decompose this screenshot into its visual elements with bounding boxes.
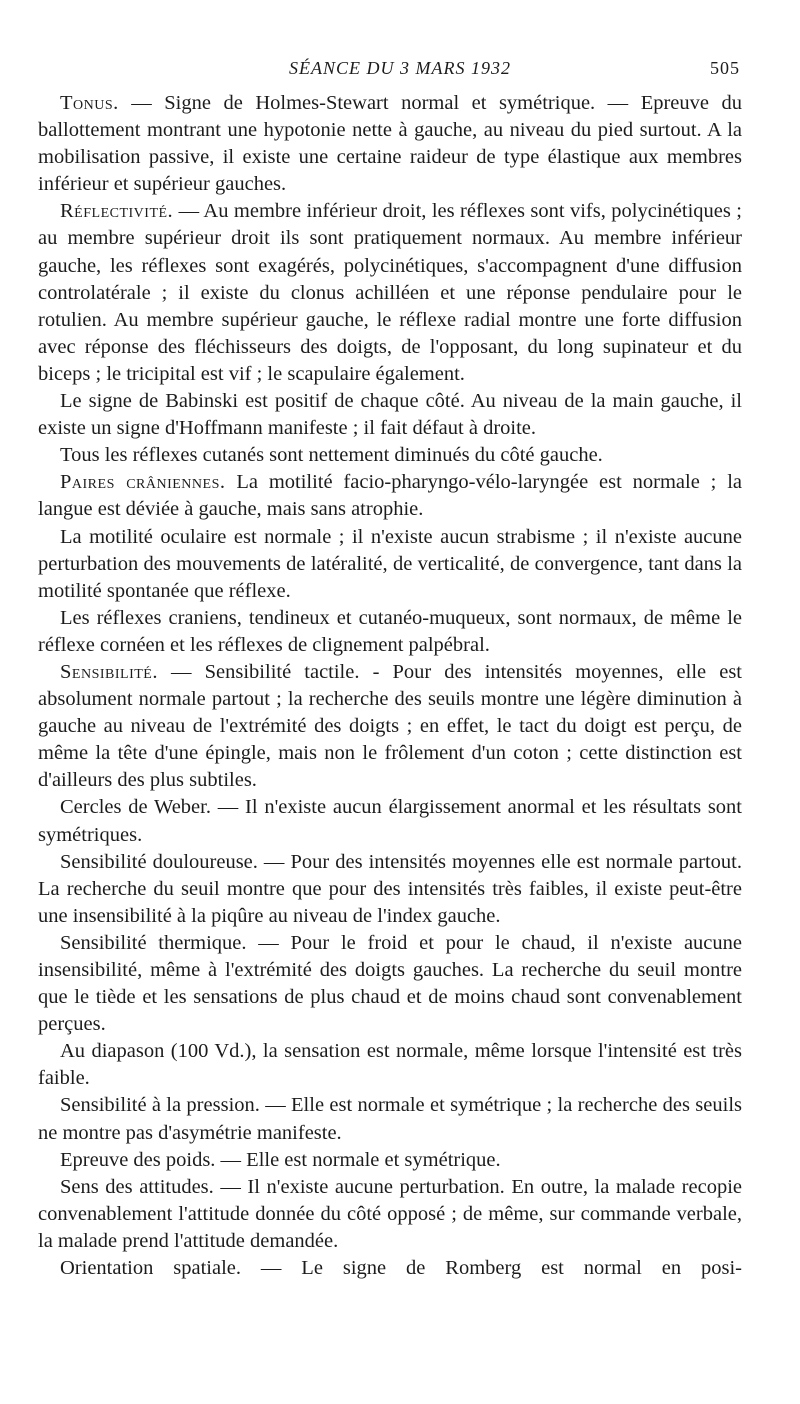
paragraph-text: Au diapason (100 Vd.), la sensation est normale, même lorsque l'intensité est très faible. xyxy=(38,1040,742,1090)
running-title: SÉANCE DU 3 MARS 1932 xyxy=(289,58,511,78)
body-text xyxy=(38,90,742,1282)
paragraph xyxy=(38,1038,742,1092)
paragraph xyxy=(38,605,742,659)
section-lead: Sensibilité. xyxy=(60,660,158,683)
paragraph-text: Sensibilité thermique. — Pour le froid et pour le chaud, il n'existe aucune insensibilité, même à l'extrémité des doigts gauches. La recherche du seuil montre que le tiède et les sensations de plus chaud et de moins chaud sont convenablement perçues. xyxy=(38,931,742,1036)
section-lead: Réflectivité. xyxy=(60,200,174,223)
paragraph-text: Epreuve des poids. — Elle est normale et symétrique. xyxy=(60,1148,501,1171)
section-lead: Paires crâniennes. xyxy=(60,471,226,494)
paragraph xyxy=(38,442,742,469)
page-number: 505 xyxy=(710,58,740,78)
paragraph-text: Sensibilité douloureuse. — Pour des intensités moyennes elle est normale partout. La recherche du seuil montre que pour des intensités très faibles, il existe peut-être une insensibilité à la piqûre au niveau de l'index gauche. xyxy=(38,850,742,927)
paragraph-text: La motilité facio-pharyngo-vélo-laryngée est normale ; la langue est déviée à gauche, mais sans atrophie. xyxy=(38,471,742,521)
paragraph-sensibilite xyxy=(38,659,742,794)
paragraph-text: — Au membre inférieur droit, les réflexes sont vifs, polycinétiques ; au membre supérieur droit ils sont pratiquement normaux. Au membre inférieur gauche, les réflexes sont exagérés, polycinétiques, s'accompagnent d'une diffusion controlatérale ; il existe du clonus achilléen et une réponse pendulaire pour le rotulien. Au membre supérieur gauche, le réflexe radial montre une forte diffusion avec réponse des fléchisseurs des doigts, de l'opposant, du long supinateur et du biceps ; le tricipital est vif ; le scapulaire également. xyxy=(38,200,742,385)
paragraph-text: Orientation spatiale. — Le signe de Romberg est normal en posi- xyxy=(60,1257,742,1280)
paragraph-text: Les réflexes craniens, tendineux et cutanéo-muqueux, sont normaux, de même le réflexe cornéen et les réflexes de clignement palpébral. xyxy=(38,606,742,656)
paragraph-text: — Signe de Holmes-Stewart normal et symétrique. — Epreuve du ballottement montrant une hypotonie nette à gauche, au niveau du pied surtout. A la mobilisation passive, il existe une certaine raideur de type élastique aux membres inférieur et supérieur gauches. xyxy=(38,92,742,196)
section-lead: Tonus. xyxy=(60,92,119,114)
paragraph xyxy=(38,930,742,1038)
paragraph-reflectivite xyxy=(38,198,742,388)
page-header xyxy=(60,58,740,86)
paragraph xyxy=(38,1147,742,1174)
paragraph-text: Tous les réflexes cutanés sont nettement diminués du côté gauche. xyxy=(60,444,603,467)
paragraph-text: Sens des attitudes. — Il n'existe aucune perturbation. En outre, la malade recopie convenablement l'attitude donnée du côté opposé ; de même, sur commande verbale, la malade prend l'attitude demandée. xyxy=(38,1175,742,1252)
paragraph xyxy=(38,1174,742,1255)
paragraph xyxy=(38,794,742,848)
paragraph-text: Sensibilité à la pression. — Elle est normale et symétrique ; la recherche des seuils ne montre pas d'asymétrie manifeste. xyxy=(38,1094,742,1144)
paragraph xyxy=(38,849,742,930)
paragraph-text: — Sensibilité tactile. - Pour des intensités moyennes, elle est absolument normale partout ; la recherche des seuils montre une légère diminution à gauche au niveau de l'extrémité des doigts ; en effet, le tact du doigt est perçu, de même la tête d'une épingle, mais non le frôlement d'un coton ; cette distinction est d'ailleurs des plus subtiles. xyxy=(38,660,742,792)
paragraph-paires-craniennes xyxy=(38,469,742,523)
paragraph xyxy=(38,524,742,605)
paragraph-tonus xyxy=(38,90,742,198)
paragraph xyxy=(38,1255,742,1282)
paragraph-text: Le signe de Babinski est positif de chaque côté. Au niveau de la main gauche, il existe un signe d'Hoffmann manifeste ; il fait défaut à droite. xyxy=(38,390,742,440)
paragraph xyxy=(38,1092,742,1146)
paragraph xyxy=(38,388,742,442)
paragraph-text: Cercles de Weber. — Il n'existe aucun élargissement anormal et les résultats sont symétriques. xyxy=(38,796,742,846)
paragraph-text: La motilité oculaire est normale ; il n'existe aucun strabisme ; il n'existe aucune perturbation des mouvements de latéralité, de verticalité, de convergence, tant dans la motilité spontanée que réflexe. xyxy=(38,525,742,602)
